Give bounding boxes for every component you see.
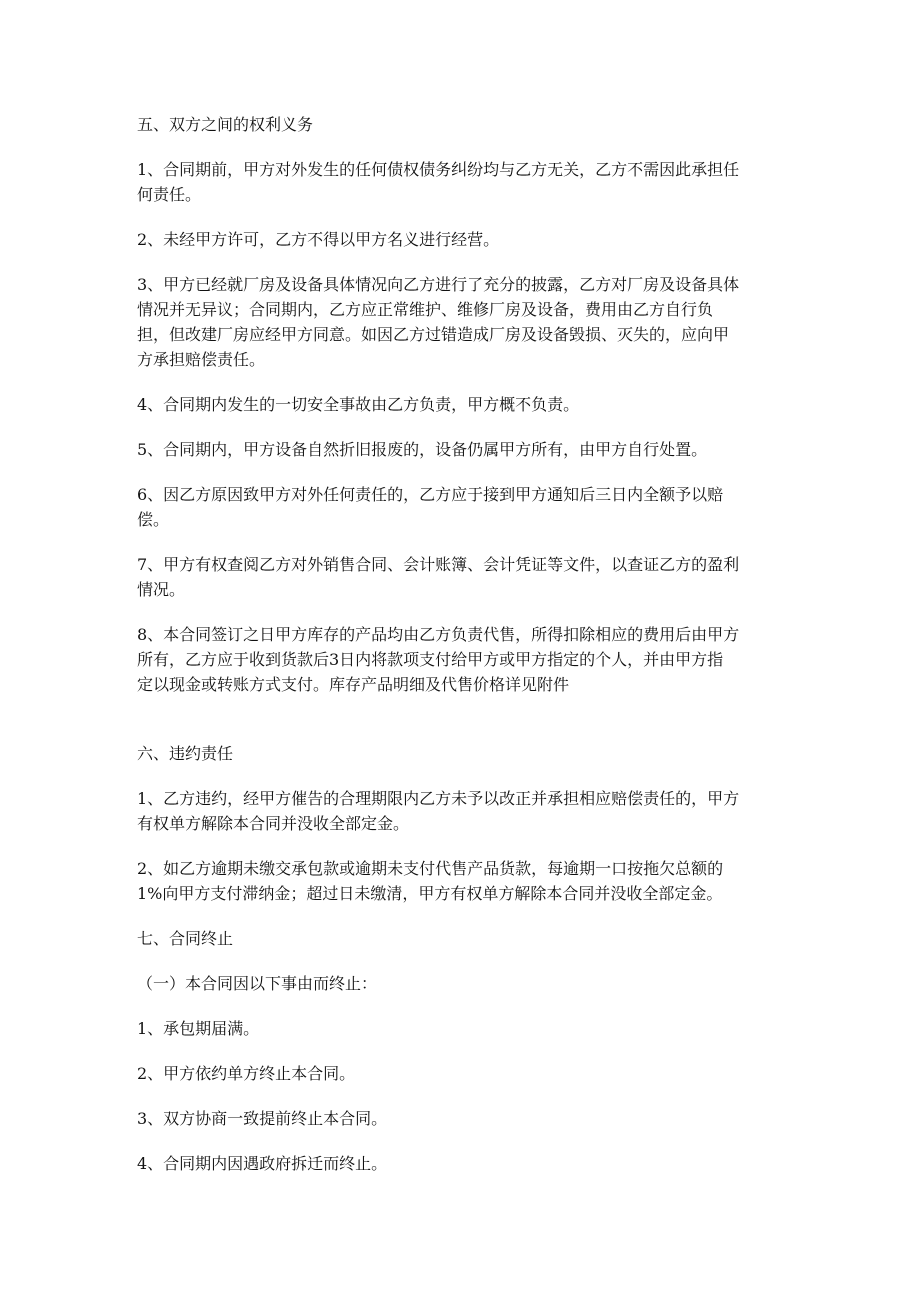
section-7-item-1: 1、承包期届满。: [137, 1019, 260, 1038]
section-6-item-1: 1、乙方违约，经甲方催告的合理期限内乙方未予以改正并承担相应赔偿责任的，甲方 有权单方解除本合同并没收全部定金。: [137, 789, 740, 833]
section-7-item-2: 2、甲方依约单方终止本合同。: [137, 1064, 356, 1083]
section-5-item-8: 8、本合同签订之日甲方库存的产品均由乙方负责代售，所得扣除相应的费用后由甲方 所有，乙方应于收到货款后3日内将款项支付给甲方或甲方指定的个人，并由甲方指 定以现金或转账方式支付。库存产品明细及代售价格详见附件: [137, 625, 740, 694]
section-5-item-4: 4、合同期内发生的一切安全事故由乙方负责，甲方概不负责。: [137, 395, 580, 414]
section-5-item-6: 6、因乙方原因致甲方对外任何责任的，乙方应于接到甲方通知后三日内全额予以赔 偿。: [137, 485, 724, 529]
section-7-subheading: （一）本合同因以下事由而终止：: [137, 974, 378, 993]
section-5-item-3: 3、甲方已经就厂房及设备具体情况向乙方进行了充分的披露，乙方对厂房及设备具体 情况并无异议；合同期内，乙方应正常维护、维修厂房及设备，费用由乙方自行负 担，但改建厂房应经甲方同意。如因乙方过错造成厂房及设备毁损、灭失的，应向甲 方承担赔偿责任。: [137, 275, 740, 369]
section-5-item-7: 7、甲方有权查阅乙方对外销售合同、会计账簿、会计凭证等文件，以查证乙方的盈利 情况。: [137, 555, 740, 599]
document-body: [137, 112, 787, 1196]
section-5-item-2: 2、未经甲方许可，乙方不得以甲方名义进行经营。: [137, 230, 500, 249]
section-7-heading: 七、合同终止: [137, 929, 234, 948]
section-6-item-2: 2、如乙方逾期未缴交承包款或逾期未支付代售产品货款，每逾期一口按拖欠总额的 1%向甲方支付滞纳金；超过日未缴清，甲方有权单方解除本合同并没收全部定金。: [137, 859, 724, 903]
section-6-heading: 六、违约责任: [137, 744, 234, 763]
section-7-item-4: 4、合同期内因遇政府拆迁而终止。: [137, 1154, 388, 1173]
section-5-item-5: 5、合同期内，甲方设备自然折旧报废的，设备仍属甲方所有，由甲方自行处置。: [137, 440, 708, 459]
section-5-heading: 五、双方之间的权利义务: [137, 115, 314, 134]
section-7-item-3: 3、双方协商一致提前终止本合同。: [137, 1109, 388, 1128]
section-5-item-1: 1、合同期前，甲方对外发生的任何债权债务纠纷均与乙方无关，乙方不需因此承担任 何责任。: [137, 160, 740, 204]
